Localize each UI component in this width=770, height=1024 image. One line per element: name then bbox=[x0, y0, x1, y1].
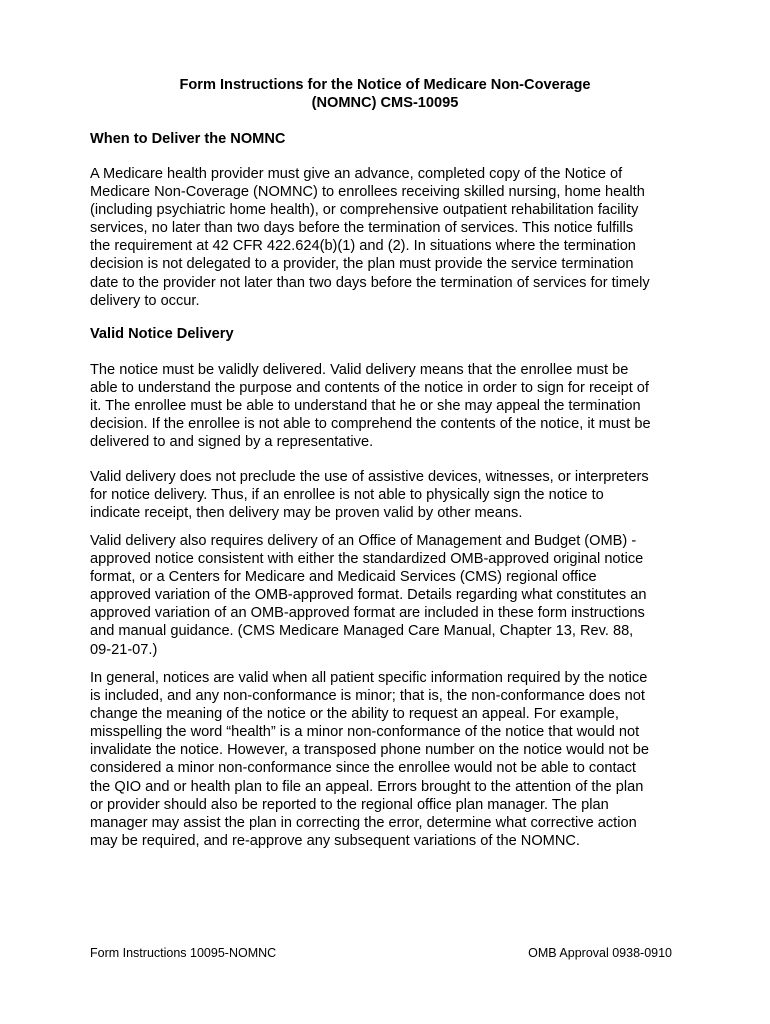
text-line: Medicare Non-Coverage (NOMNC) to enrollees receiving skilled nursing, home health bbox=[90, 184, 645, 201]
document-title-line2: (NOMNC) CMS-10095 bbox=[311, 95, 459, 111]
text-line: the requirement at 42 CFR 422.624(b)(1) and (2). In situations where the termination bbox=[90, 238, 636, 255]
text-line: Valid delivery does not preclude the use of assistive devices, witnesses, or interpreters bbox=[90, 469, 649, 485]
paragraph-valid-delivery-3 bbox=[90, 532, 686, 659]
text-line: delivered to and signed by a representative. bbox=[90, 434, 374, 451]
text-line: date to the provider not later than two days before the termination of services for timely bbox=[90, 274, 650, 291]
text-line: considered a minor non-conformance since the enrollee would not be able to contact bbox=[90, 760, 636, 777]
text-line: (including psychiatric home health), or comprehensive outpatient rehabilitation facility bbox=[90, 202, 639, 219]
text-line: approved variation of an OMB-approved format are included in these form instructions bbox=[90, 605, 645, 622]
text-line: approved notice consistent with either the standardized OMB-approved original notice bbox=[90, 551, 644, 568]
text-line: 09-21-07.) bbox=[90, 641, 158, 658]
text-line: or provider should also be reported to the regional office plan manager. The plan bbox=[90, 796, 609, 813]
text-line: and manual guidance. (CMS Medicare Managed Care Manual, Chapter 13, Rev. 88, bbox=[90, 623, 634, 640]
text-line: The notice must be validly delivered. Valid delivery means that the enrollee must be bbox=[90, 362, 629, 378]
text-line: for notice delivery. Thus, if an enrollee is not able to physically sign the notice to bbox=[90, 487, 604, 504]
text-line: may be required, and re-approve any subsequent variations of the NOMNC. bbox=[90, 832, 580, 849]
footer-form-id: Form Instructions 10095-NOMNC bbox=[90, 946, 277, 960]
paragraph-when-to-deliver bbox=[90, 165, 686, 310]
text-line: decision. If the enrollee is not able to comprehend the contents of the notice, it must be bbox=[90, 416, 651, 433]
footer-omb-approval: OMB Approval 0938-0910 bbox=[528, 946, 672, 960]
text-line: indicate receipt, then delivery may be proven valid by other means. bbox=[90, 505, 523, 522]
text-line: the QIO and or health plan to file an appeal. Errors brought to the attention of the plan bbox=[90, 778, 644, 795]
text-line: change the meaning of the notice or the ability to request an appeal. For example, bbox=[90, 706, 619, 723]
section-heading-valid-notice-delivery: Valid Notice Delivery bbox=[90, 326, 234, 342]
text-line: it. The enrollee must be able to understand that he or she may appeal the termination bbox=[90, 398, 641, 415]
paragraph-valid-delivery-2 bbox=[90, 468, 686, 522]
text-line: invalidate the notice. However, a transposed phone number on the notice would not be bbox=[90, 742, 649, 759]
text-line: misspelling the word “health” is a minor non-conformance of the notice that would not bbox=[90, 724, 640, 741]
text-line: Valid delivery also requires delivery of an Office of Management and Budget (OMB) - bbox=[90, 533, 637, 549]
text-line: services, no later than two days before the termination of services. This notice fulfills bbox=[90, 220, 634, 237]
text-line: format, or a Centers for Medicare and Medicaid Services (CMS) regional office bbox=[90, 569, 597, 586]
text-line: is included, and any non-conformance is minor; that is, the non-conformance does not bbox=[90, 688, 645, 705]
text-line: manager may assist the plan in correcting the error, determine what corrective action bbox=[90, 814, 637, 831]
section-heading-when-to-deliver: When to Deliver the NOMNC bbox=[90, 131, 286, 147]
text-line: delivery to occur. bbox=[90, 292, 200, 309]
text-line: able to understand the purpose and contents of the notice in order to sign for receipt of bbox=[90, 380, 649, 397]
document-title-line1: Form Instructions for the Notice of Medicare Non-Coverage bbox=[179, 77, 591, 93]
paragraph-valid-delivery-1 bbox=[90, 361, 686, 451]
text-line: In general, notices are valid when all patient specific information required by the notice bbox=[90, 670, 648, 686]
text-line: decision is not delegated to a provider, the plan must provide the service termination bbox=[90, 256, 634, 273]
paragraph-valid-delivery-4 bbox=[90, 669, 686, 850]
text-line: approved variation of the OMB-approved format. Details regarding what constitutes an bbox=[90, 587, 647, 604]
text-line: A Medicare health provider must give an advance, completed copy of the Notice of bbox=[90, 166, 623, 182]
